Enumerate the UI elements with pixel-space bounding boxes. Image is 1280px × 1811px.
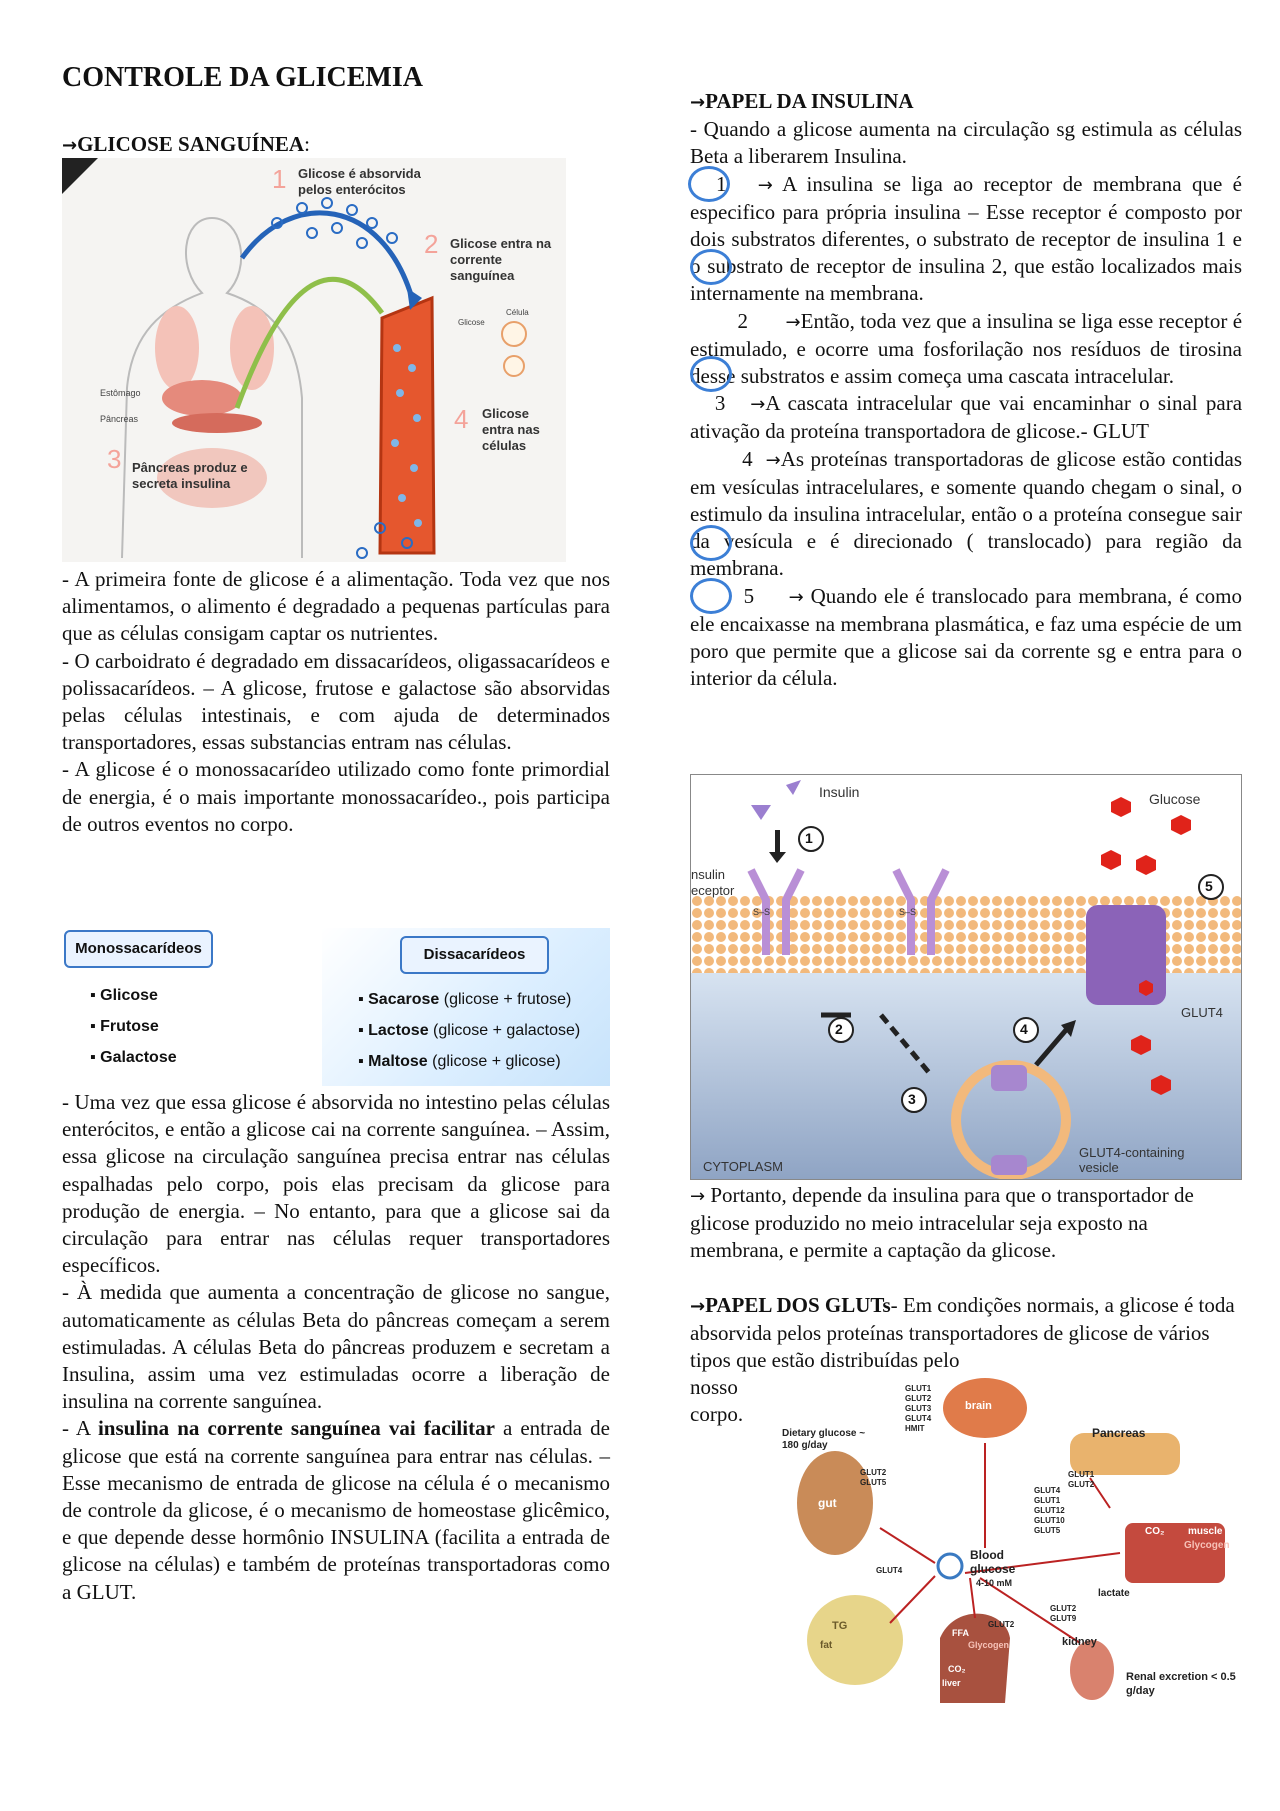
kidney-label: kidney <box>1062 1636 1097 1648</box>
fat-label: fat <box>820 1640 833 1651</box>
mono-list <box>90 980 177 1073</box>
paragraph: - À medida que aumenta a concentração de glicose no sangue, automaticamente as células Beta do pâncreas começam a serem estimuladas. A células Beta do pâncreas produzem e secretam a Insulina, assim uma vez estimuladas ocorre a liberação de insulina na corrente sanguínea. <box>62 1280 610 1414</box>
vesicle-label: GLUT4-containing vesicle <box>1079 1145 1185 1175</box>
conclusion: → Portanto, depende da insulina para que o transportador de glicose produzido no meio intracelular seja exposto na membrana, e permite a captação da glicose. <box>690 1183 1194 1263</box>
step-number: 3 <box>107 444 122 474</box>
step-number: 2 <box>424 229 439 259</box>
kidney-gluts: GLUT2 GLUT9 <box>1050 1604 1077 1623</box>
paragraph: - Quando a glicose aumenta na circulação sg estimula as células Beta a liberarem Insulina. <box>690 117 1242 169</box>
figure-carbohydrates <box>62 928 610 1086</box>
left-text-2 <box>62 1089 610 1606</box>
paragraph: - Uma vez que essa glicose é absorvida no intestino pelas células enterócitos, e então a glicose cai na corrente sanguínea. – Assim, essa glicose na circulação sanguínea precisa entrar nas células espalhadas pelo corpo, pois elas precisam da glicose para produção de energia. – No entanto, para que a glicose sai da circulação para entrar nas células requer transportadores específicos. <box>62 1090 610 1278</box>
muscle-label: muscle <box>1188 1526 1223 1537</box>
step-1: 1 → A insulina se liga ao receptor de membrana que é especifico para própria insulina – Esse receptor é composto por dois substratos diferentes, o substrato de receptor de insulina 1 e o substrato de receptor de insulina 2, que estão localizados mais internamente na membrana. <box>690 171 1243 306</box>
step-2: 2 →Então, toda vez que a insulina se liga esse receptor é estimulado, e ocorre uma fosforilação nos resíduos de tirosina desse substratos e assim começa uma cascata intracelular. <box>690 308 1243 389</box>
paragraph: - A insulina na corrente sanguínea vai facilitar a entrada de glicose que está na corrente sanguínea para entrar nas células. – Esse mecanismo de entrada de glicose na célula é o mecanismo de controle da glicose, é o mecanismo de homeostase glicêmico, e que depende desse hormônio INSULINA (facilita a entrada de glicose na células) e também de proteínas transportadoras como a GLUT. <box>62 1416 611 1604</box>
heading-suffix: : <box>304 132 310 156</box>
receptor-label: nsulin eceptor <box>691 867 735 898</box>
annotation-circle <box>690 525 732 561</box>
muscle-gluts: GLUT4 GLUT1 GLUT12 GLUT10 GLUT5 <box>1034 1486 1065 1535</box>
gut-label: gut <box>818 1496 837 1510</box>
brain-gluts: GLUT1 GLUT2 GLUT3 GLUT4 HMIT <box>905 1384 932 1433</box>
right-text <box>690 88 1242 692</box>
pancreas-label: Pancreas <box>1092 1426 1146 1440</box>
mono-item: ▪ Galactose <box>90 1049 177 1066</box>
glycogen-label: Glycogen <box>1184 1540 1230 1551</box>
di-title: Dissacarídeos <box>400 936 549 974</box>
annotation-circle <box>690 578 732 614</box>
di-item: ▪ Lactose (glicose + galactose) <box>358 1022 581 1039</box>
di-list <box>358 984 580 1077</box>
glut-paragraph-end: nosso corpo. <box>690 1375 744 1427</box>
co2-label: CO₂ <box>1145 1526 1165 1537</box>
arrow-icon: → <box>690 92 706 113</box>
ss-label: S–S <box>899 907 917 917</box>
annotation-circle <box>690 249 732 285</box>
di-item: ▪ Sacarose (glicose + frutose) <box>358 991 572 1008</box>
tg-label: TG <box>832 1620 848 1632</box>
liver-co2-label: CO₂ <box>948 1664 966 1674</box>
glut-paragraph: →PAPEL DOS GLUTs- Em condições normais, a glicose é toda absorvida pelos proteínas transportadores de glicose de vários tipos que estão distribuídas pelo <box>690 1292 1235 1373</box>
section-heading-insulina: →PAPEL DA INSULINA <box>690 89 914 113</box>
paragraph: - A primeira fonte de glicose é a alimentação. Toda vez que nos alimentamos, o alimento é degradado a pequenas partículas para que as células consigam captar os nutrientes. <box>62 567 610 646</box>
annotation-circle <box>690 356 732 392</box>
glut4-label: GLUT4 <box>1181 1005 1223 1020</box>
pancreas-label: Pâncreas <box>100 414 139 424</box>
figure-insulin-signaling <box>690 774 1242 1180</box>
annotation-circle <box>688 166 730 202</box>
step-marker: 3 <box>908 1091 916 1107</box>
lactate-label: lactate <box>1098 1588 1130 1599</box>
arrow-icon: → <box>62 135 78 156</box>
glucose-label: Glucose <box>1149 791 1201 807</box>
mono-title: Monossacarídeos <box>64 930 213 968</box>
gut-gluts: GLUT2 GLUT5 <box>860 1468 887 1487</box>
di-item: ▪ Maltose (glicose + glicose) <box>358 1053 561 1070</box>
glucose-label: Glicose <box>458 318 485 327</box>
figure-glucose-absorption <box>62 158 566 562</box>
step3-label: Pâncreas produz e secreta insulina <box>132 460 248 491</box>
step-number: 1 <box>272 164 287 194</box>
mono-item: ▪ Frutose <box>90 1018 159 1035</box>
dietary-label: Dietary glucose ~ 180 g/day <box>782 1428 866 1451</box>
heading-text: GLICOSE SANGUÍNEA <box>77 132 305 156</box>
renal-label: Renal excretion < 0.5 g/day <box>1126 1671 1236 1697</box>
step1-label: Glicose é absorvida pelos enterócitos <box>298 166 421 197</box>
ss-label: S–S <box>753 907 771 917</box>
liver-label: liver <box>942 1678 961 1688</box>
section-heading-glicose <box>62 132 310 157</box>
step-marker: 4 <box>1020 1021 1028 1037</box>
insulin-label: Insulin <box>819 784 860 800</box>
left-text-1 <box>62 566 610 838</box>
paragraph: - O carboidrato é degradado em dissacarídeos, oligassacarídeos e polissacarídeos. – A glicose, frutose e galactose são absorvidas pelas células intestinais, e com ajuda de determinados transportadores, essas substancias entram nas células. <box>62 648 610 755</box>
pancreas-gluts: GLUT1 GLUT2 <box>1068 1470 1095 1489</box>
stomach-label: Estômago <box>100 388 141 398</box>
step-marker: 1 <box>805 830 813 846</box>
liver-glycogen-label: Glycogen <box>968 1640 1010 1650</box>
liver-glut: GLUT2 <box>988 1620 1015 1629</box>
step-marker: 5 <box>1205 878 1213 894</box>
cell-label: Célula <box>506 308 529 317</box>
fat-glut: GLUT4 <box>876 1566 903 1575</box>
brain-label: brain <box>965 1400 992 1412</box>
figure-glut-distribution <box>780 1378 1240 1712</box>
paragraph: - A glicose é o monossacarídeo utilizado como fonte primordial de energia, é o mais importante monossacarídeo., pois participa de outros eventos no corpo. <box>62 757 610 836</box>
mono-item: ▪ Glicose <box>90 987 158 1004</box>
step-marker: 2 <box>835 1021 843 1037</box>
cytoplasm-label: CYTOPLASM <box>703 1159 783 1174</box>
ffa-label: FFA <box>952 1628 969 1638</box>
page-title: CONTROLE DA GLICEMIA <box>62 62 423 93</box>
step-4: 4 →As proteínas transportadoras de glicose estão contidas em vesículas intracelulares, e somente quando chegam o sinal, o estimulo da insulina intracelular, então o a proteína consegue sair da vesícula e é direcionado ( translocado) para região da membrana. <box>690 446 1242 581</box>
blood-glucose-label: Blood glucose <box>970 1548 1016 1576</box>
blood-range-label: 4-10 mM <box>976 1578 1013 1588</box>
step-number: 4 <box>454 404 469 434</box>
step-5: 5 → Quando ele é translocado para membrana, é como ele encaixasse na membrana plasmática, e faz uma espécie de um poro que permite que a glicose sai da corrente sg e entra para o interior da célula. <box>690 583 1243 691</box>
step-3: 3 →A cascata intracelular que vai encaminhar o sinal para ativação da proteína transportadora de glicose.- GLUT <box>690 391 1243 444</box>
step2-label: Glicose entra na corrente sanguínea <box>450 236 552 283</box>
step4-label: Glicose entra nas células <box>482 406 540 453</box>
